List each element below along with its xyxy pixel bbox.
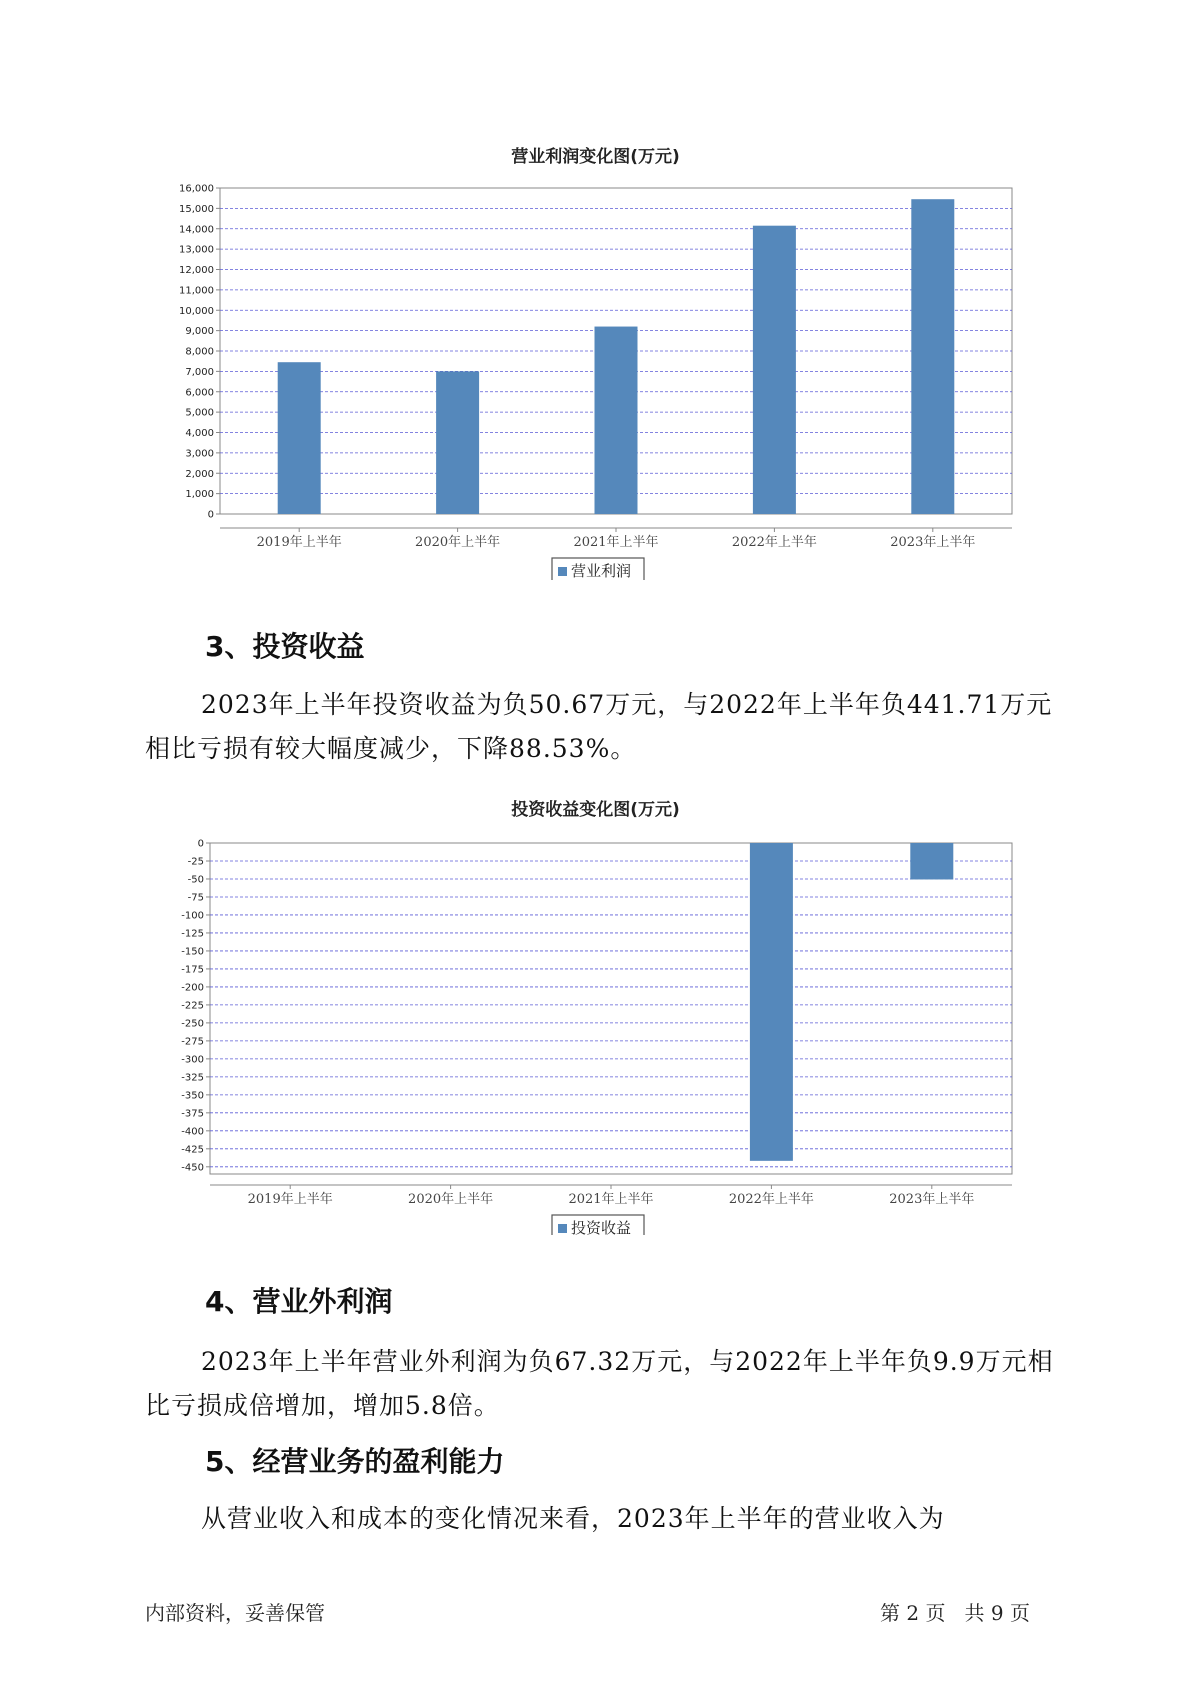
y-tick-label: -300 bbox=[181, 1054, 204, 1066]
section-3-paragraph: 2023年上半年投资收益为负50.67万元，与2022年上半年负441.71万元相比亏损有较大幅度减少，下降88.53%。 bbox=[145, 690, 1053, 763]
y-tick-label: -175 bbox=[181, 964, 204, 976]
y-tick-label: 3,000 bbox=[185, 448, 214, 460]
investment-income-chart-title: 投资收益变化图(万元) bbox=[511, 800, 680, 820]
operating-profit-chart-title: 营业利润变化图(万元) bbox=[511, 147, 680, 167]
bar bbox=[911, 199, 954, 514]
x-tick-label: 2019年上半年 bbox=[256, 535, 342, 550]
plot-area bbox=[210, 843, 1012, 1174]
y-tick-label: 12,000 bbox=[179, 265, 214, 276]
y-tick-label: 16,000 bbox=[179, 183, 214, 195]
section-4-heading: 4、营业外利润 bbox=[205, 1285, 393, 1318]
x-tick-label: 2023年上半年 bbox=[889, 1192, 975, 1207]
y-tick-label: -375 bbox=[181, 1108, 204, 1120]
y-tick-label: -225 bbox=[181, 1000, 204, 1012]
legend-swatch bbox=[558, 567, 567, 576]
x-tick-label: 2021年上半年 bbox=[573, 535, 659, 550]
y-tick-label: -250 bbox=[181, 1018, 204, 1030]
y-tick-label: 8,000 bbox=[185, 346, 214, 358]
legend-label: 营业利润 bbox=[571, 562, 632, 580]
y-tick-label: 13,000 bbox=[179, 244, 214, 256]
footer-confidential-note: 内部资料，妥善保管 bbox=[145, 1601, 325, 1625]
bar bbox=[910, 843, 953, 879]
x-tick-label: 2019年上半年 bbox=[247, 1192, 333, 1207]
x-tick-label: 2021年上半年 bbox=[568, 1192, 654, 1207]
y-tick-label: 0 bbox=[197, 838, 204, 850]
y-tick-label: 0 bbox=[207, 509, 214, 521]
bar bbox=[595, 327, 638, 514]
y-tick-label: -275 bbox=[181, 1036, 204, 1048]
section-5-heading: 5、经营业务的盈利能力 bbox=[205, 1445, 505, 1478]
footer-page-number: 第 2 页 共 9 页 bbox=[880, 1601, 1030, 1625]
x-tick-label: 2020年上半年 bbox=[415, 535, 501, 550]
y-tick-label: 6,000 bbox=[185, 387, 214, 399]
section-4-paragraph: 2023年上半年营业外利润为负67.32万元，与2022年上半年负9.9万元相比亏损成倍增加，增加5.8倍。 bbox=[145, 1347, 1054, 1420]
y-tick-label: 5,000 bbox=[185, 407, 214, 419]
y-tick-label: 15,000 bbox=[179, 203, 214, 215]
y-tick-label: -200 bbox=[181, 982, 204, 994]
bar bbox=[750, 843, 793, 1161]
bar bbox=[753, 226, 796, 514]
legend-label: 投资收益 bbox=[571, 1219, 632, 1235]
y-tick-label: 10,000 bbox=[179, 305, 214, 317]
bar bbox=[436, 371, 479, 514]
y-tick-label: -50 bbox=[187, 874, 204, 886]
y-tick-label: -450 bbox=[181, 1162, 204, 1174]
y-tick-label: 7,000 bbox=[185, 366, 214, 378]
y-tick-label: 4,000 bbox=[185, 428, 214, 439]
y-tick-label: -25 bbox=[187, 856, 204, 868]
y-tick-label: -325 bbox=[181, 1072, 204, 1084]
bar bbox=[278, 362, 321, 514]
section-5-paragraph: 从营业收入和成本的变化情况来看，2023年上半年的营业收入为 bbox=[201, 1504, 945, 1533]
x-tick-label: 2022年上半年 bbox=[728, 1192, 814, 1207]
y-tick-label: -350 bbox=[181, 1090, 204, 1102]
y-tick-label: 11,000 bbox=[179, 285, 214, 297]
y-tick-label: 14,000 bbox=[179, 224, 214, 236]
x-tick-label: 2022年上半年 bbox=[731, 535, 817, 550]
y-tick-label: -150 bbox=[181, 946, 204, 958]
y-tick-label: -125 bbox=[181, 928, 204, 940]
y-tick-label: -100 bbox=[181, 910, 204, 922]
x-tick-label: 2023年上半年 bbox=[890, 535, 976, 550]
y-tick-label: -75 bbox=[187, 892, 204, 904]
operating-profit-chart bbox=[0, 160, 1191, 580]
section-3-heading: 3、投资收益 bbox=[205, 630, 365, 663]
y-tick-label: 2,000 bbox=[185, 468, 214, 480]
y-tick-label: 9,000 bbox=[185, 326, 214, 338]
y-tick-label: -400 bbox=[181, 1126, 204, 1138]
y-tick-label: -425 bbox=[181, 1144, 204, 1156]
legend-swatch bbox=[558, 1224, 567, 1233]
x-tick-label: 2020年上半年 bbox=[408, 1192, 494, 1207]
investment-income-chart bbox=[0, 815, 1191, 1235]
y-tick-label: 1,000 bbox=[185, 489, 214, 501]
